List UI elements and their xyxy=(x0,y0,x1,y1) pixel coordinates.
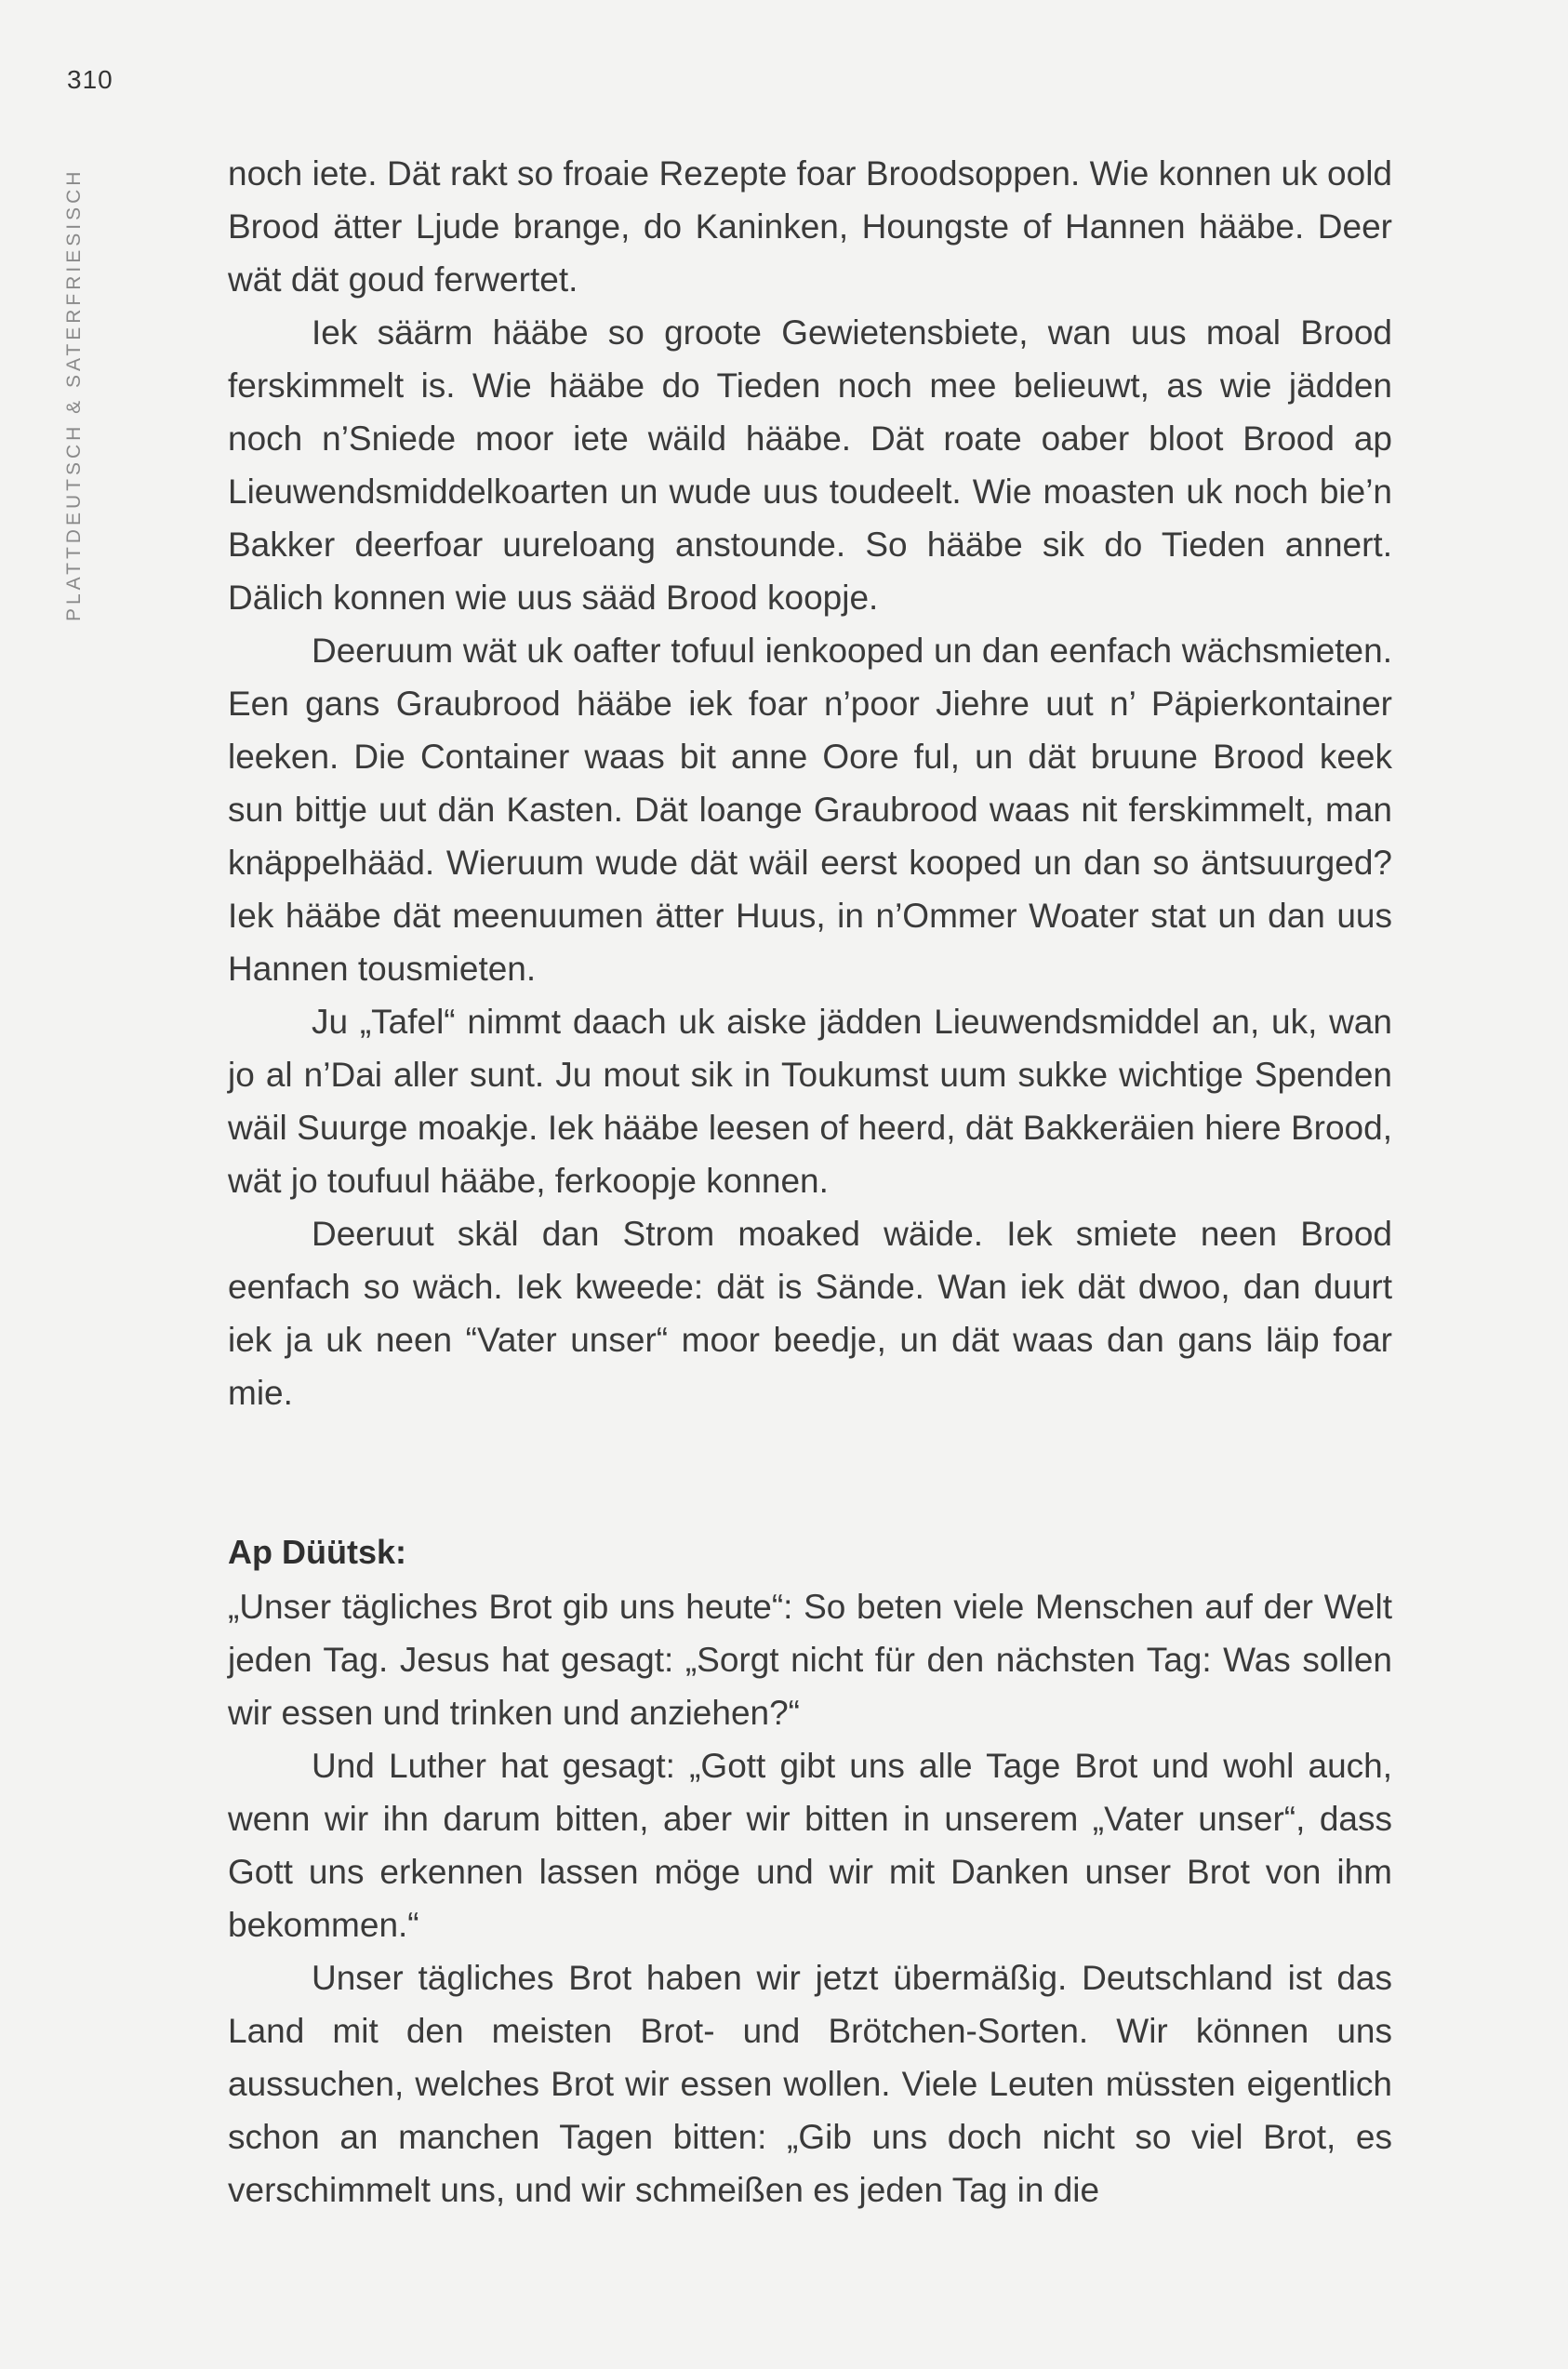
paragraph: Iek säärm hääbe so groote Gewietensbiete, wan uus moal Brood ferskimmelt is. Wie hääbe do Tieden noch mee belieuwt, as wie jädden noch n’Sniede moor iete wäild hääbe. Dät roate oaber bloot Brood ap Lieuwendsmiddelkoarten un wude uus toudeelt. Wie moasten uk noch bie’n Bakker deerfoar uureloang anstounde. So hääbe sik do Tieden annert. Dälich konnen wie uus sääd Brood koopje. xyxy=(228,313,1392,617)
paragraph: Unser tägliches Brot haben wir jetzt übermäßig. Deutschland ist das Land mit den meisten Brot- und Brötchen-Sorten. Wir können uns aussuchen, welches Brot wir essen wollen. Viele Leuten müssten eigentlich schon an manchen Tagen bitten: „Gib uns doch nicht so viel Brot, es verschimmelt uns, und wir schmeißen es jeden Tag in die xyxy=(228,1959,1392,2209)
section-heading: Ap Düütsk: xyxy=(228,1533,406,1571)
paragraph: noch iete. Dät rakt so froaie Rezepte foar Broodsoppen. Wie konnen uk oold Brood ätter Ljude brange, do Kaninken, Houngste of Hannen hääbe. Deer wät dät goud ferwertet. xyxy=(228,154,1392,299)
saterfriesisch-text xyxy=(228,147,1392,1419)
page-number: 310 xyxy=(67,65,113,94)
paragraph: Deeruut skäl dan Strom moaked wäide. Iek smiete neen Brood eenfach so wäch. Iek kweede: dät is Sände. Wan iek dät dwoo, dan duurt iek ja uk neen “Vater unser“ moor beedje, un dät waas dan gans läip foar mie. xyxy=(228,1215,1392,1412)
paragraph: „Unser tägliches Brot gib uns heute“: So beten viele Menschen auf der Welt jeden Tag. Jesus hat gesagt: „Sorgt nicht für den nächsten Tag: Was sollen wir essen und trinken und anziehen?“ xyxy=(228,1588,1392,1732)
paragraph: Und Luther hat gesagt: „Gott gibt uns alle Tage Brot und wohl auch, wenn wir ihn darum bitten, aber wir bitten in unserem „Vater unser“, dass Gott uns erkennen lassen möge und wir mit Danken unser Brot von ihm bekommen.“ xyxy=(228,1747,1392,1944)
deutsch-section xyxy=(228,1525,1392,2216)
paragraph: Ju „Tafel“ nimmt daach uk aiske jädden Lieuwendsmiddel an, uk, wan jo al n’Dai aller sunt. Ju mout sik in Toukumst uum sukke wichtige Spenden wäil Suurge moakje. Iek hääbe leesen of heerd, dät Bakkeräien hiere Brood, wät jo toufuul hääbe, ferkoopje konnen. xyxy=(228,1003,1392,1200)
paragraph: Deeruum wät uk oafter tofuul ienkooped un dan eenfach wächsmieten. Een gans Graubrood hääbe iek foar n’poor Jiehre uut n’ Päpierkontainer leeken. Die Container waas bit anne Oore ful, un dät bruune Brood keek sun bittje uut dän Kasten. Dät loange Graubrood waas nit ferskimmelt, man knäppelhääd. Wieruum wude dät wäil eerst kooped un dan so äntsuurged? Iek hääbe dät meenuumen ätter Huus, in n’Ommer Woater stat un dan uus Hannen tousmieten. xyxy=(228,632,1392,988)
running-head: PLATTDEUTSCH & SATERFRIESISCH xyxy=(63,167,85,621)
